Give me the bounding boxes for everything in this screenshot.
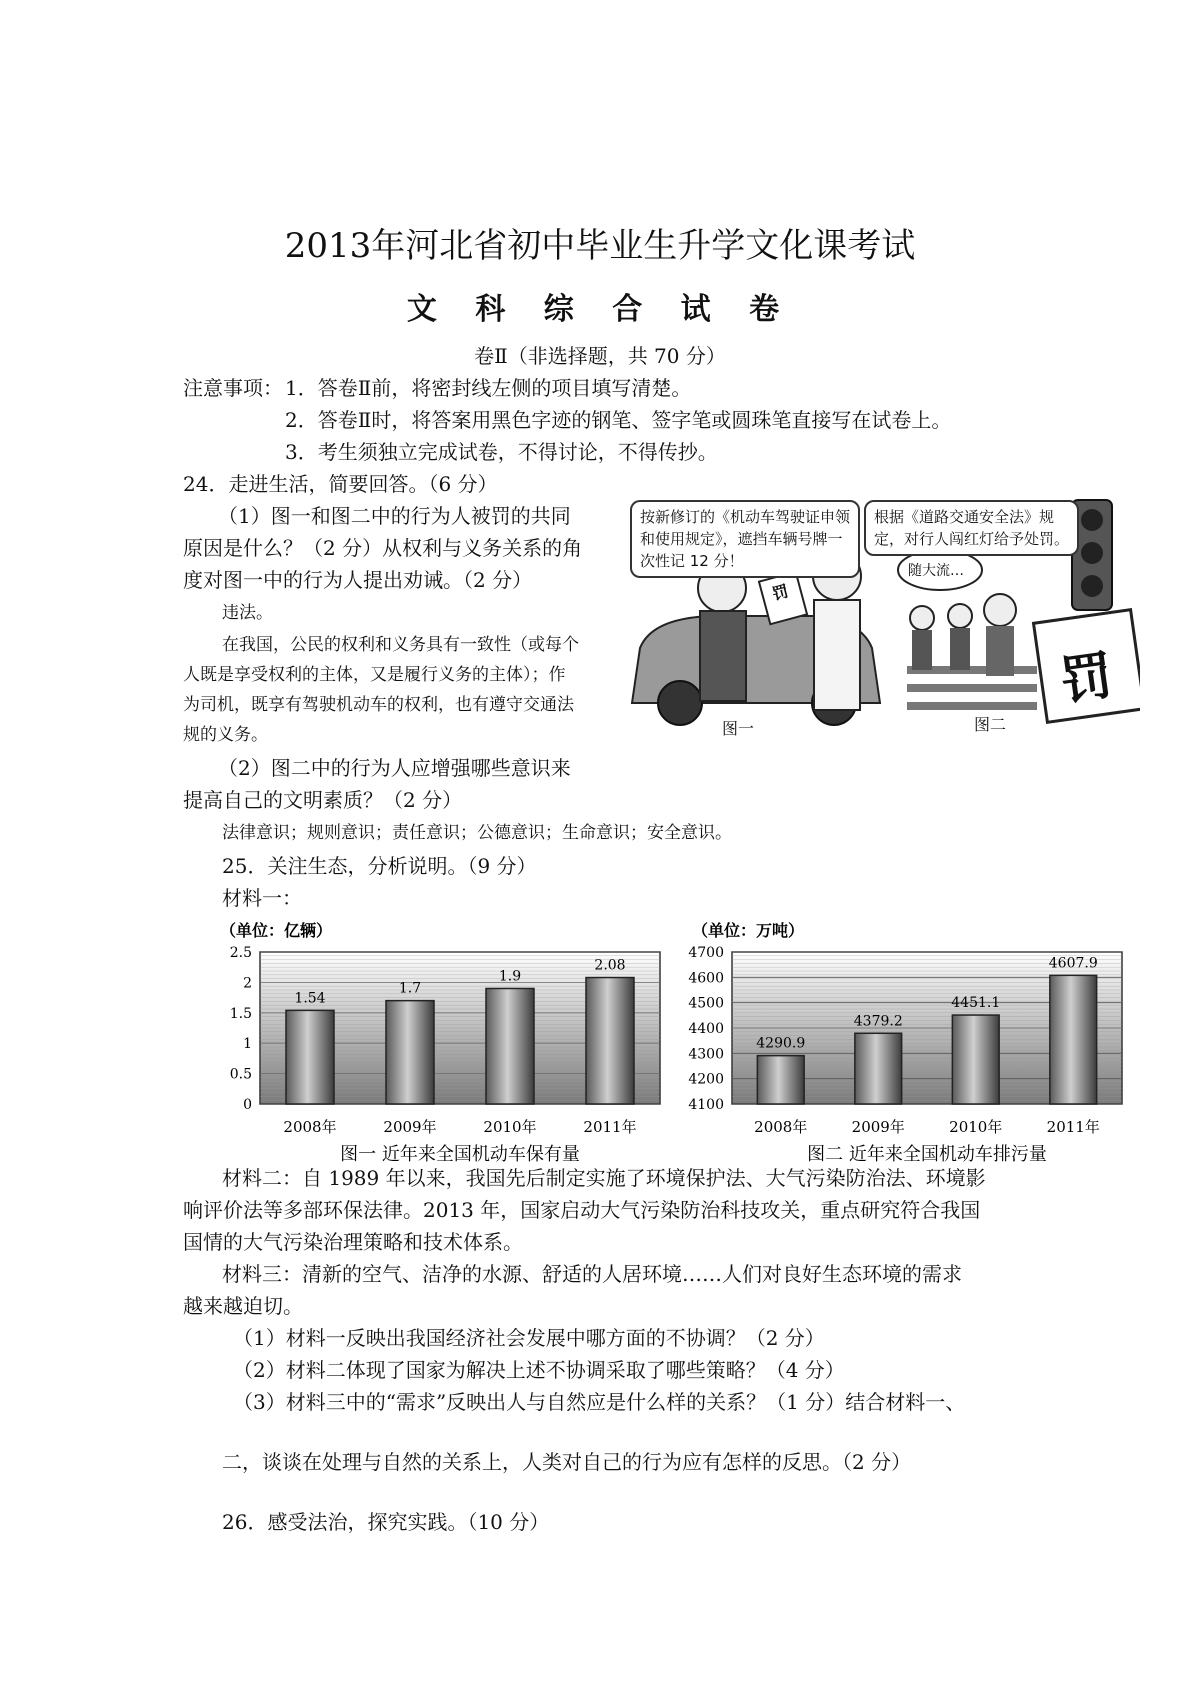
chart-data-label: 1.7 [398,980,422,997]
material-3-line: 材料三：清新的空气、洁净的水源、舒适的人居环境……人们对良好生态环境的需求 [222,1262,962,1286]
q25-question: （1）材料一反映出我国经济社会发展中哪方面的不协调？（2 分） [233,1326,825,1350]
chart-y-tick-label: 1.5 [229,1005,252,1022]
chart-y-tick-label: 4500 [688,995,724,1012]
chart-bar [286,1010,334,1104]
cartoon-fine-sign: 罚 [1056,645,1117,713]
q24-answer-line: 人既是享受权利的主体，又是履行义务的主体）；作 [183,665,566,685]
q24-part1-line: 度对图一中的行为人提出劝诫。（2 分） [183,568,533,592]
chart-y-tick-label: 0 [243,1097,252,1113]
question-26-title: 26．感受法治，探究实践。（10 分） [222,1510,550,1534]
chart-y-tick-label: 4300 [688,1046,724,1063]
chart-data-label: 4290.9 [756,1035,806,1052]
chart-x-tick-label: 2010年 [949,1118,1003,1136]
chart-x-tick-label: 2009年 [851,1118,905,1136]
chart-y-tick-label: 2 [243,975,252,992]
chart-x-tick-label: 2008年 [754,1118,808,1136]
notice-item: 1．答卷Ⅱ前，将密封线左侧的项目填写清楚。 [285,376,692,400]
chart-bar [586,978,634,1104]
material-1-label: 材料一： [222,886,302,910]
chart-bar [386,1001,434,1104]
cartoon-ticket-text: 罚 [770,581,791,604]
q24-part1-line: （1）图一和图二中的行为人被罚的共同 [218,504,571,528]
chart-x-tick-label: 2010年 [483,1118,537,1136]
chart-data-label: 2.08 [594,957,626,974]
chart-data-label: 4379.2 [853,1013,903,1030]
material-2-line: 响评价法等多部环保法律。2013 年，国家启动大气污染防治科技攻关，重点研究符合我国 [183,1198,981,1222]
chart-x-tick-label: 2009年 [383,1118,437,1136]
cartoon-label-2: 图二 [974,715,1007,734]
chart-y-tick-label: 4400 [688,1021,724,1037]
q24-answer-line: 规的义务。 [183,725,268,745]
q24-answer-line: 为司机，既享有驾驶机动车的权利，也有遵守交通法 [183,695,574,715]
chart-y-tick-label: 4700 [688,945,724,961]
chart-vehicle-emissions [680,918,1130,1163]
cartoon-speech-bubble-1: 按新修订的《机动车驾驶证申领和使用规定》，遮挡车辆号牌一次性记 12 分！ [630,500,860,578]
chart-unit-label: （单位：亿辆） [220,921,333,940]
chart-y-tick-label: 4600 [688,970,724,987]
chart-bar [1050,975,1097,1104]
chart-y-tick-label: 2.5 [229,945,252,961]
chart-y-tick-label: 4100 [688,1097,724,1113]
question-25-title: 25．关注生态，分析说明。（9 分） [222,854,537,878]
section-heading: 卷Ⅱ（非选择题，共 70 分） [474,344,726,368]
chart-y-tick-label: 1 [243,1036,252,1053]
chart-bar [855,1033,902,1104]
chart-caption: 图一 近年来全国机动车保有量 [340,1144,580,1163]
chart-y-tick-label: 0.5 [229,1066,252,1083]
material-2-line: 材料二：自 1989 年以来，我国先后制定实施了环境保护法、大气污染防治法、环境影 [222,1166,986,1190]
q24-answer-short: 违法。 [222,603,273,623]
exam-subtitle: 文 科 综 合 试 卷 [406,292,794,327]
cartoon-label-1: 图一 [722,719,755,738]
chart-data-label: 4607.9 [1048,955,1098,972]
chart-data-label: 1.9 [498,968,522,985]
notice-item: 2．答卷Ⅱ时，将答案用黑色字迹的钢笔、签字笔或圆珠笔直接写在试卷上。 [285,408,952,432]
q24-part2-line: （2）图二中的行为人应增强哪些意识来 [218,756,571,780]
material-2-line: 国情的大气污染治理策略和技术体系。 [183,1230,523,1254]
chart-data-label: 4451.1 [951,995,1001,1012]
chart-x-tick-label: 2008年 [283,1118,337,1136]
q24-part2-line: 提高自己的文明素质？（2 分） [183,788,463,812]
chart-y-tick-label: 4200 [688,1071,724,1088]
chart-vehicle-ownership [210,918,670,1163]
exam-title: 2013年河北省初中毕业生升学文化课考试 [284,226,916,266]
chart-caption: 图二 近年来全国机动车排污量 [807,1144,1047,1163]
notice-item: 3．考生须独立完成试卷，不得讨论，不得传抄。 [285,440,718,464]
q24-answer-2: 法律意识；规则意识；责任意识；公德意识；生命意识；安全意识。 [222,823,732,843]
chart-unit-label: （单位：万吨） [692,921,805,940]
q24-part1-line: 原因是什么？（2 分）从权利与义务关系的角 [183,536,583,560]
q25-question: （3）材料三中的“需求”反映出人与自然应是什么样的关系？（1 分）结合材料一、 [233,1390,966,1414]
chart-bar [952,1015,999,1104]
q25-question-3-continued: 二，谈谈在处理与自然的关系上，人类对自己的行为应有怎样的反思。（2 分） [222,1450,912,1474]
chart-data-label: 1.54 [294,990,326,1007]
q24-answer-line: 在我国，公民的权利和义务具有一致性（或每个 [222,635,579,655]
cartoon-illustration [622,498,1140,738]
chart-bar [757,1056,804,1104]
cartoon-speech-bubble-2: 根据《道路交通安全法》规定，对行人闯红灯给予处罚。 [864,500,1079,556]
cartoon-thought-bubble: 随大流… [908,563,964,579]
chart-x-tick-label: 2011年 [1046,1118,1100,1136]
material-3-line: 越来越迫切。 [183,1294,303,1318]
chart-bar [486,988,534,1104]
chart-x-tick-label: 2011年 [583,1118,637,1136]
q25-question: （2）材料二体现了国家为解决上述不协调采取了哪些策略？（4 分） [233,1358,845,1382]
notice-label: 注意事项： [183,376,283,400]
question-24-title: 24．走进生活，简要回答。（6 分） [183,472,498,496]
